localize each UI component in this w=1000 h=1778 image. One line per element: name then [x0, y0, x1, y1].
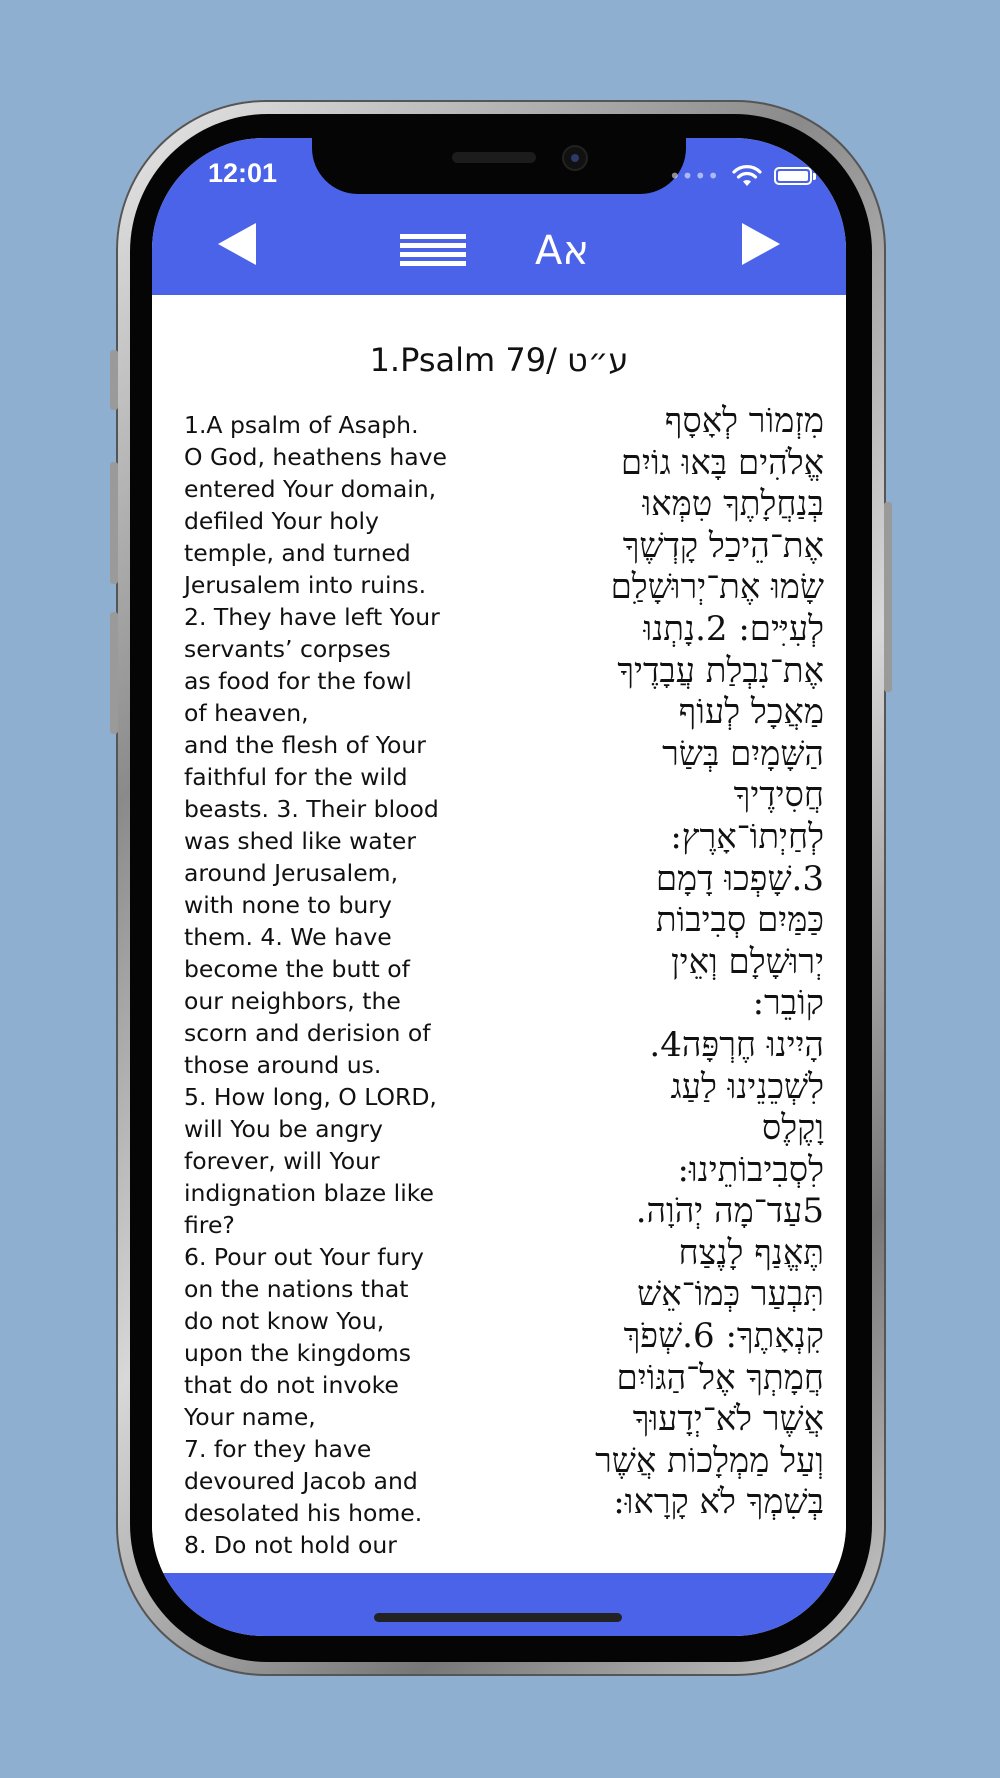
phone-volume-down [110, 612, 118, 734]
english-text-line: that do not invoke [184, 1371, 399, 1399]
hebrew-text-column [482, 401, 824, 1524]
hebrew-text-line: חֲסִידֶיךָ [733, 775, 824, 816]
english-text-line: 8. Do not hold our [184, 1531, 397, 1559]
english-text-line: was shed like water [184, 827, 417, 855]
hebrew-text-line: תִּבְעַר כְּמוֹ־אֵשׁ [637, 1274, 824, 1315]
hebrew-text-line: אֱלֹהִים בָּאוּ גוֹיִם [620, 442, 824, 483]
hebrew-text-line: שָׂמוּ אֶת־יְרוּשָׁלִַם [610, 567, 824, 608]
english-text-line: around Jerusalem, [184, 859, 399, 887]
hebrew-text-line: תֶּאֱנַף לָנֶצַח [678, 1232, 824, 1273]
english-text-line: 7. for they have [184, 1435, 372, 1463]
menu-button[interactable] [400, 234, 466, 268]
status-time: 12:01 [208, 158, 278, 188]
english-text-line: will You be angry [184, 1115, 383, 1143]
english-text-line: upon the kingdoms [184, 1339, 411, 1367]
hebrew-text-line: אֶת־הֵיכַל קָדְשֶׁךָ [622, 525, 824, 566]
left-triangle-icon [216, 222, 258, 266]
hebrew-text-line: אֲשֶׁר לֹא־יְדָעוּךָ [632, 1399, 824, 1440]
english-text-line: faithful for the wild [184, 763, 408, 791]
hebrew-text-line: לְעִיִּים: 2.נָתְנוּ [643, 608, 824, 649]
page-title: 1.Psalm 79/ ע״ט [369, 341, 629, 379]
previous-button[interactable] [216, 222, 258, 266]
top-navigation-bar [152, 138, 846, 295]
hebrew-text-line: לִסְבִיבוֹתֵינוּ: [677, 1149, 824, 1190]
english-text-line: those around us. [184, 1051, 382, 1079]
cellular-signal-icon: •••• [668, 164, 720, 188]
home-indicator[interactable] [374, 1613, 622, 1622]
hebrew-text-line: וְעַל מַמְלָכוֹת אֲשֶׁר [595, 1440, 824, 1481]
hebrew-text-line: קִנְאָתֶךָ: 6.שְׁפֹךְ [623, 1316, 824, 1357]
english-text-line: desolated his home. [184, 1499, 423, 1527]
hebrew-text-line: אֶת־נִבְלַת עֲבָדֶיךָ [617, 650, 824, 691]
english-text-line: on the nations that [184, 1275, 409, 1303]
hebrew-text-line: יְרוּשָׁלָם וְאֵין [671, 941, 824, 982]
phone-power-button [884, 502, 892, 692]
english-text-line: servants’ corpses [184, 635, 391, 663]
hebrew-text-line: כַּמַּיִם סְבִיבוֹת [655, 900, 824, 941]
front-camera [564, 147, 586, 169]
hebrew-text-line: 5עַד־מָה יְהֹוָה. [635, 1191, 824, 1232]
notch [312, 138, 686, 194]
hebrew-text-line: הָיִינוּ חֶרְפָּה4. [649, 1024, 824, 1065]
hebrew-text-line: לִשְׁכֵנֵינוּ לַעַג [670, 1066, 824, 1107]
hebrew-text-line: מִזְמוֹר לְאָסָף [664, 401, 824, 441]
english-text-line: temple, and turned [184, 539, 411, 567]
english-text-line: 5. How long, O LORD, [184, 1083, 437, 1111]
hebrew-text-line: 3.שָׁפְכוּ דָמָם [655, 858, 824, 899]
phone-screen [152, 138, 846, 1636]
english-text-line: them. 4. We have [184, 923, 392, 951]
english-text-line: entered Your domain, [184, 475, 437, 503]
hebrew-text-line: הַשָּׁמָיִם בְּשַׂר [662, 733, 824, 774]
english-text-column [184, 409, 480, 1561]
english-text-line: our neighbors, the [184, 987, 401, 1015]
english-text-line: become the butt of [184, 955, 410, 983]
hebrew-text-line: בְּשִׁמְךָ לֹא קָרָאוּ: [613, 1482, 824, 1523]
english-text-line: as food for the fowl [184, 667, 412, 695]
status-icons [669, 164, 812, 188]
hebrew-text-line: בְּנַחֲלָתֶךָ טִמְּאוּ [642, 484, 824, 525]
english-text-line: and the flesh of Your [184, 731, 426, 759]
font-size-button[interactable]: Aא [535, 228, 590, 274]
hebrew-text-line: קוֹבֵר: [752, 983, 824, 1024]
next-button[interactable] [740, 222, 782, 266]
english-text-line: O God, heathens have [184, 443, 447, 471]
right-triangle-icon [740, 222, 782, 266]
hebrew-text-line: לְחַיְתוֹ־אָרֶץ: [670, 816, 824, 857]
english-text-line: fire? [184, 1211, 235, 1239]
hebrew-text-line: מַאֲכָל לְעוֹף [678, 692, 824, 733]
reading-content[interactable] [152, 295, 846, 1573]
hebrew-text-line: וָקֶלֶס [761, 1108, 824, 1149]
english-text-line: Jerusalem into ruins. [184, 571, 427, 599]
hamburger-menu-icon [400, 234, 466, 268]
english-text-line: scorn and derision of [184, 1019, 431, 1047]
english-text-line: 1.A psalm of Asaph. [184, 411, 419, 439]
earpiece-speaker [452, 152, 536, 163]
english-text-line: devoured Jacob and [184, 1467, 418, 1495]
english-text-line: do not know You, [184, 1307, 385, 1335]
english-text-line: Your name, [184, 1403, 316, 1431]
english-text-line: defiled Your holy [184, 507, 379, 535]
english-text-line: 2. They have left Your [184, 603, 440, 631]
phone-silent-switch [110, 350, 118, 410]
english-text-line: 6. Pour out Your fury [184, 1243, 424, 1271]
english-text-line: beasts. 3. Their blood [184, 795, 439, 823]
english-text-line: of heaven, [184, 699, 309, 727]
english-text-line: forever, will Your [184, 1147, 380, 1175]
bottom-bar [152, 1573, 846, 1636]
english-text-line: with none to bury [184, 891, 392, 919]
phone-volume-up [110, 462, 118, 584]
battery-icon [774, 167, 812, 185]
hebrew-text-line: חֲמָתְךָ אֶל־הַגּוֹיִם [616, 1357, 824, 1398]
english-text-line: indignation blaze like [184, 1179, 434, 1207]
wifi-icon [732, 165, 762, 187]
